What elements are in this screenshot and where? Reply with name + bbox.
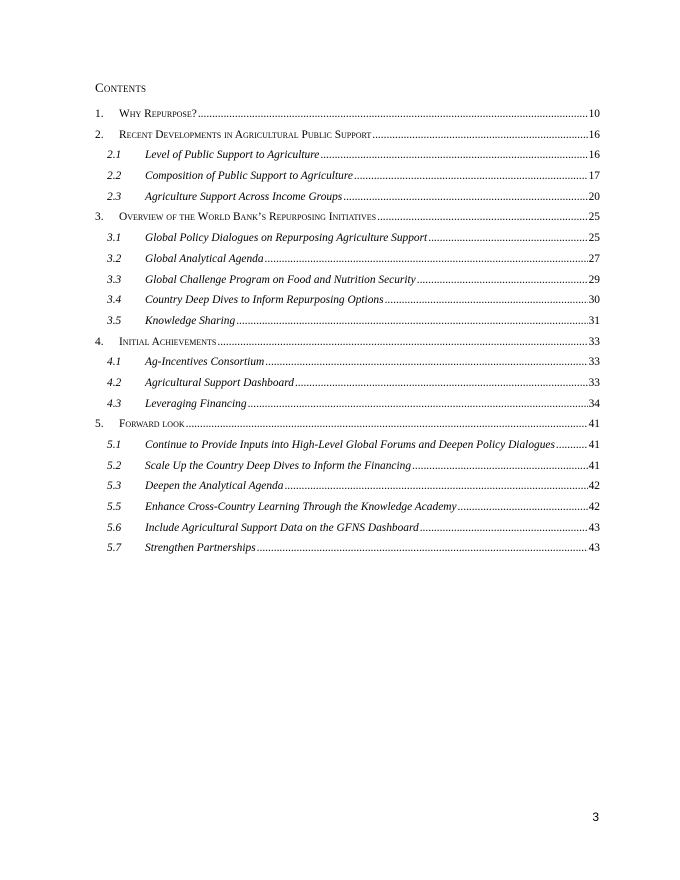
toc-entry-title: Agriculture Support Across Income Groups	[145, 190, 343, 203]
toc-entry[interactable]	[95, 439, 600, 460]
dot-leader	[458, 501, 588, 513]
toc-entry-page: 30	[588, 294, 600, 307]
toc-entry-title: Agricultural Support Dashboard	[145, 376, 294, 389]
toc-entry-number: 4.2	[107, 376, 122, 389]
toc-entry-page: 33	[588, 356, 600, 369]
toc-entry-title: Strengthen Partnerships	[145, 542, 256, 555]
toc-entry-page: 41	[588, 439, 600, 451]
toc-entry[interactable]	[95, 356, 600, 377]
toc-entry-number: 5.5	[107, 501, 122, 514]
toc-entry-title: Include Agricultural Support Data on the GFNS Dashboard	[145, 521, 419, 534]
dot-leader	[377, 211, 588, 223]
toc-entry-title: Ag-Incentives Consortium	[145, 356, 265, 369]
dot-leader	[265, 253, 588, 265]
toc-entry[interactable]	[95, 294, 600, 315]
toc-entry-title: Global Analytical Agenda	[145, 252, 264, 265]
toc-entry-title: Forward look	[119, 418, 185, 431]
toc-entry-page: 42	[588, 480, 600, 493]
toc-entry[interactable]	[95, 191, 600, 212]
dot-leader	[217, 336, 587, 348]
toc-entry-page: 16	[588, 128, 600, 141]
toc-entry[interactable]	[95, 232, 600, 253]
toc-entry-page: 41	[588, 459, 600, 472]
toc-entry-number: 3.4	[107, 294, 122, 307]
toc-entry[interactable]	[95, 211, 600, 232]
toc-entry[interactable]	[95, 253, 600, 274]
toc-entry-number: 4.3	[107, 397, 122, 410]
dot-leader	[236, 315, 587, 327]
toc-entry-page: 25	[588, 211, 600, 224]
toc-entry-number: 2.1	[107, 149, 122, 162]
toc-entry-title: Leveraging Financing	[145, 397, 247, 410]
toc-entry[interactable]	[95, 336, 600, 357]
toc-list	[95, 108, 600, 563]
dot-leader	[265, 356, 587, 368]
dot-leader	[320, 149, 587, 161]
toc-entry-title: Knowledge Sharing	[145, 314, 236, 327]
toc-entry-title: Continue to Provide Inputs into High-Level Global Forums and Deepen Policy Dialogues	[145, 439, 555, 451]
dot-leader	[556, 439, 588, 451]
toc-entry-title: Deepen the Analytical Agenda	[145, 480, 284, 493]
toc-entry-page: 42	[588, 501, 600, 514]
toc-entry-page: 10	[588, 108, 600, 120]
toc-entry-number: 3.2	[107, 252, 122, 265]
dot-leader	[248, 398, 588, 410]
toc-heading: Contents	[95, 80, 147, 95]
toc-entry[interactable]	[95, 170, 600, 191]
toc-entry-number: 5.	[95, 418, 104, 431]
toc-entry-page: 34	[588, 397, 600, 410]
toc-entry-number: 4.1	[107, 356, 122, 369]
toc-entry-page: 43	[588, 521, 600, 534]
dot-leader	[343, 191, 587, 203]
toc-entry-title: Global Challenge Program on Food and Nutrition Security	[145, 273, 416, 286]
toc-entry-page: 43	[588, 542, 600, 555]
toc-entry-title: Country Deep Dives to Inform Repurposing Options	[145, 294, 384, 307]
toc-entry-page: 16	[588, 149, 600, 162]
dot-leader	[284, 480, 587, 492]
toc-entry-page: 33	[588, 376, 600, 389]
toc-entry-page: 33	[588, 335, 600, 348]
dot-leader	[198, 108, 588, 120]
toc-entry-number: 5.1	[107, 439, 122, 451]
toc-entry[interactable]	[95, 460, 600, 481]
toc-entry-title: Scale Up the Country Deep Dives to Inform the Financing	[145, 459, 412, 472]
toc-entry-title: Why Repurpose?	[119, 108, 197, 120]
toc-entry-page: 41	[588, 418, 600, 431]
toc-entry-number: 3.1	[107, 232, 122, 245]
toc-entry-title: Global Policy Dialogues on Repurposing Agriculture Support	[145, 232, 428, 245]
toc-entry[interactable]	[95, 480, 600, 501]
toc-entry-page: 20	[588, 190, 600, 203]
toc-entry-title: Recent Developments in Agricultural Public Support	[119, 128, 372, 141]
dot-leader	[354, 170, 588, 182]
dot-leader	[257, 542, 588, 554]
toc-entry[interactable]	[95, 274, 600, 295]
toc-entry[interactable]	[95, 501, 600, 522]
dot-leader	[428, 232, 587, 244]
dot-leader	[420, 522, 588, 534]
toc-entry[interactable]	[95, 149, 600, 170]
toc-entry-title: Overview of the World Bank’s Repurposing Initiatives	[119, 211, 377, 224]
toc-entry-number: 2.	[95, 128, 104, 141]
dot-leader	[186, 418, 588, 430]
toc-entry-title: Level of Public Support to Agriculture	[145, 149, 320, 162]
page-number: 3	[592, 810, 599, 824]
dot-leader	[417, 274, 588, 286]
toc-entry[interactable]	[95, 418, 600, 439]
toc-entry[interactable]	[95, 108, 600, 129]
toc-entry[interactable]	[95, 377, 600, 398]
toc-entry-page: 29	[588, 273, 600, 286]
toc-entry-number: 2.3	[107, 190, 122, 203]
toc-entry-page: 31	[588, 314, 600, 327]
toc-entry-number: 2.2	[107, 170, 122, 183]
toc-entry[interactable]	[95, 542, 600, 563]
toc-entry-title: Initial Achievements	[119, 335, 217, 348]
toc-entry[interactable]	[95, 129, 600, 150]
toc-entry[interactable]	[95, 315, 600, 336]
dot-leader	[412, 460, 588, 472]
toc-entry-page: 25	[588, 232, 600, 245]
toc-entry-title: Composition of Public Support to Agriculture	[145, 170, 353, 183]
toc-entry-number: 5.6	[107, 521, 122, 534]
toc-entry-page: 27	[588, 252, 600, 265]
toc-entry[interactable]	[95, 398, 600, 419]
toc-entry-number: 4.	[95, 335, 104, 348]
toc-entry-number: 3.3	[107, 273, 122, 286]
toc-entry[interactable]	[95, 522, 600, 543]
toc-entry-number: 5.2	[107, 459, 122, 472]
toc-entry-title: Enhance Cross-Country Learning Through the Knowledge Academy	[145, 501, 457, 514]
dot-leader	[372, 129, 587, 141]
toc-entry-number: 5.3	[107, 480, 122, 493]
toc-entry-number: 3.	[95, 211, 104, 224]
dot-leader	[295, 377, 588, 389]
toc-entry-number: 5.7	[107, 542, 122, 555]
toc-entry-page: 17	[588, 170, 600, 183]
dot-leader	[385, 294, 588, 306]
toc-entry-number: 1.	[95, 108, 104, 120]
toc-entry-number: 3.5	[107, 314, 122, 327]
